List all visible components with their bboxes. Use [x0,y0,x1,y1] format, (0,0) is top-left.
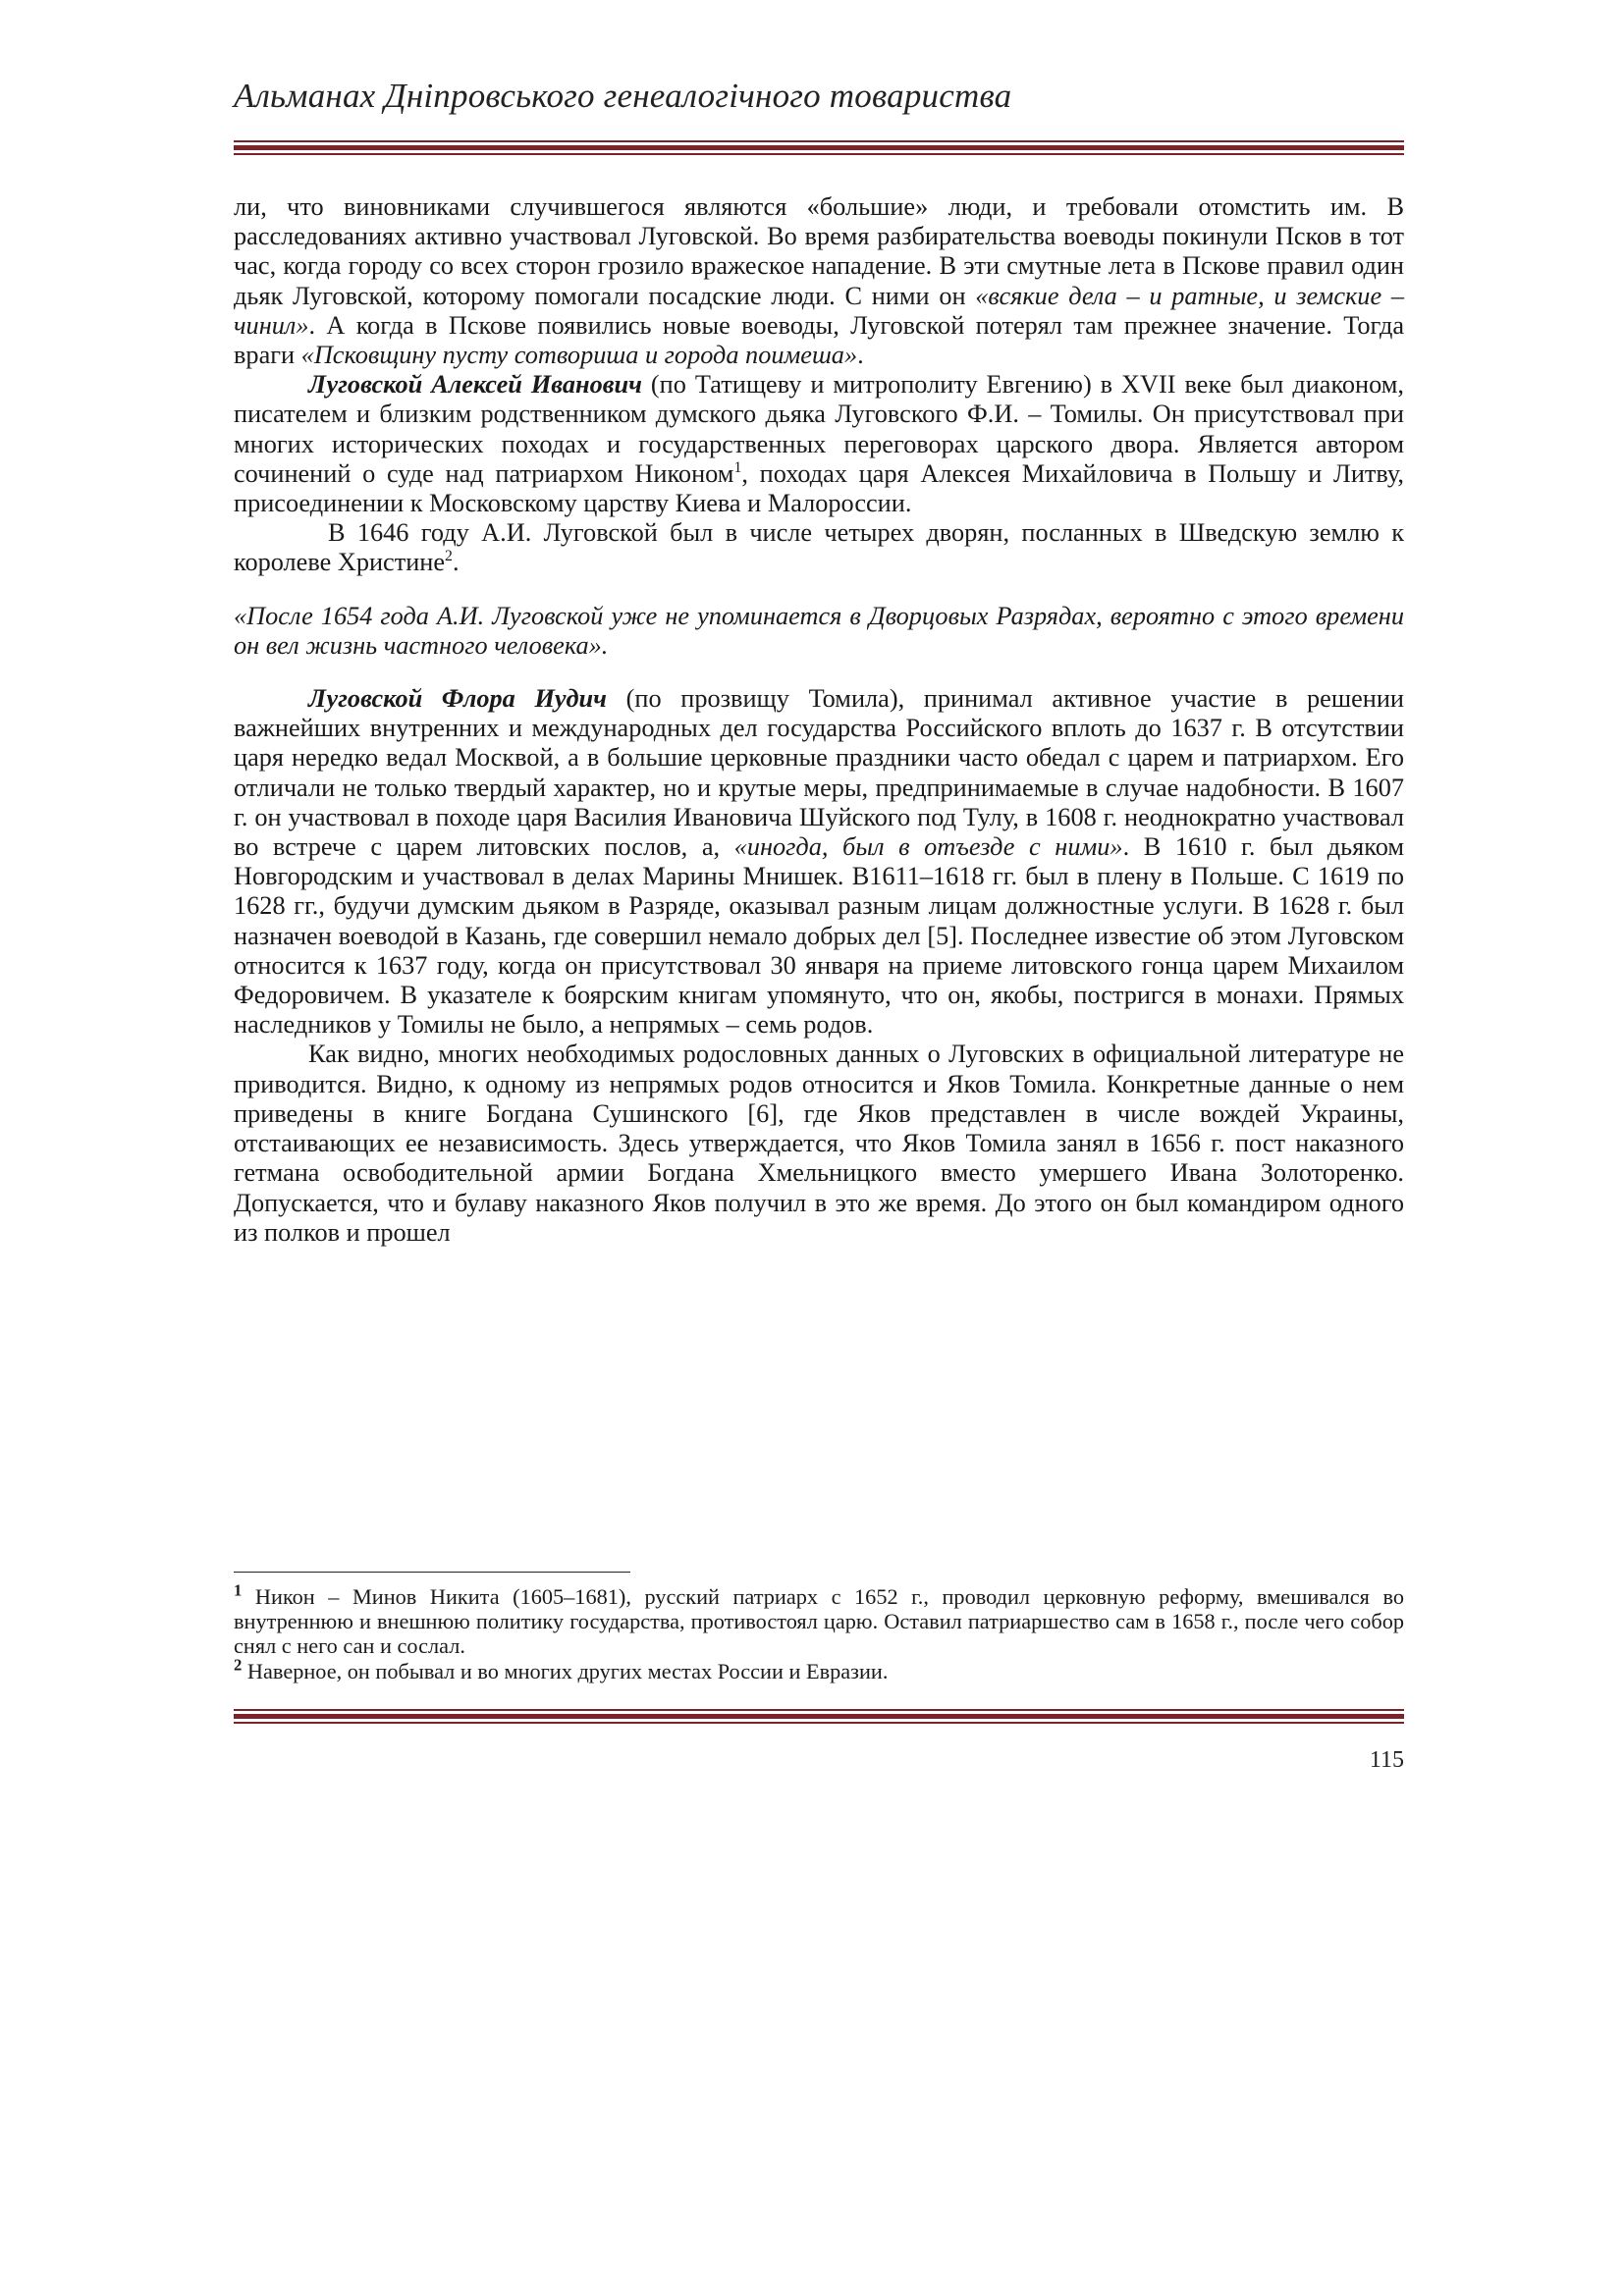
paragraph-1 [234,192,1404,370]
header-rule [234,140,1404,155]
paragraph-2-text-a: (по Татищеву и митрополиту Евгению) в XVII веке был диаконом, писателем и близким родственником думского дьяка Луговского Ф.И. – Томилы. Он присутствовал при многих исторических походах и государственных переговорах царского двора. Является автором сочинений о суде над патриархом Никоном [234,370,1404,488]
footnote-1-mark: 1 [234,1580,243,1600]
paragraph-4-text-a: (по прозвищу Томила), принимал активное участие в решении важнейших внутренних и международных дел государства Российского вплоть до 1637 г. В отсутствии царя нередко ведал Москвой, а в большие церковные праздники часто обедал с царем и патриархом. Его отличали не только твердый характер, но и крутые меры, предпринимаемые в случае надобности. В 1607 г. он участвовал в походе царя Василия Ивановича Шуйского под Тулу, в 1608 г. неоднократно участвовал во встрече с царем литовских послов, а, [234,684,1404,862]
paragraph-2-text-b: , походах царя Алексея Михайловича в Польшу и Литву, присоединении к Московскому царству Киева и Малороссии. [234,458,1404,518]
footnote-1 [234,1580,1404,1659]
footnote-1-text: Никон – Минов Никита (1605–1681), русский патриарх с 1652 г., проводил церковную реформу, вмешивался во внутреннюю и внешнюю политику государства, противостоял царю. Оставил патриаршество сам в 1658 г., после чего собор снял с него сан и сослал. [234,1584,1404,1659]
footer-rule-thin-line-2 [234,1722,1404,1724]
footnote-2-text: Наверное, он побывал и во многих других местах России и Евразии. [242,1658,889,1683]
footnote-2-mark: 2 [234,1655,243,1675]
footer-rule [234,1709,1404,1724]
person-name-aleksey: Луговской Алексей Иванович [308,370,642,400]
paragraph-1-text-a: ли, что виновниками случившегося являются «большие» люди, и требовали отомстить им. В расследованиях активно участвовал Луговской. Во время разбирательства воеводы покинули Псков в тот час, когда городу со всех сторон грозило вражеское нападение. В эти смутные лета в Пскове правил один дьяк Луговской, которому помогали посадские люди. С ними он [234,192,1404,310]
paragraph-3-text-b: . [452,548,460,577]
paragraph-4-quote: «иногда, был в отъезде с ними» [733,832,1123,862]
header-rule-thin-line [234,140,1404,142]
paragraph-1-quote-a: «всякие дела – и ратные, и земские – чинил» [234,281,1404,340]
footnote-ref-2[interactable]: 2 [445,548,453,565]
header-rule-thick-line [234,145,1404,150]
paragraph-2 [234,370,1404,518]
paragraph-3 [234,518,1404,577]
paragraph-4-text-b: . В 1610 г. был дьяком Новгородским и участвовал в делах Марины Мнишек. В1611–1618 гг. был в плену в Польше. С 1619 по 1628 гг., будучи думским дьяком в Разряде, оказывал разным лицам должностные услуги. В 1628 г. был назначен воеводой в Казань, где совершил немало добрых дел [5]. Последнее известие об этом Луговском относится к 1637 году, когда он присутствовал 30 января на приеме литовского гонца царем Михаилом Федоровичем. В указателе к боярским книгам упомянуто, что он, якобы, постригся в монахи. Прямых наследников у Томилы не было, а непрямых – семь родов. [234,832,1404,1040]
paragraph-1-quote-b: «Псковщину пусту сотвориша и города поимеша» [300,341,858,370]
running-header-title: Альманах Дніпровського генеалогічного товариства [234,77,1012,115]
paragraph-1-text-b: . А когда в Пскове появились новые воеводы, Луговской потерял там прежнее значение. Тогда враги [234,310,1404,370]
paragraph-1-text-c: . [857,341,864,370]
footnote-2 [234,1655,1404,1683]
person-name-flora: Луговской Флора Иудич [308,684,607,714]
page-number: 115 [1369,1747,1404,1773]
paragraph-3-text-a: В 1646 году А.И. Луговской был в числе четырех дворян, посланных в Шведскую землю к королеве Христине [234,518,1404,577]
paragraph-4 [234,684,1404,1040]
footnotes [234,1580,1404,1683]
footnote-ref-1[interactable]: 1 [733,459,742,477]
footer-rule-thick-line [234,1714,1404,1719]
quote-paragraph: «После 1654 года А.И. Луговской уже не упоминается в Дворцовых Разрядах, вероятно с этого времени он вел жизнь частного человека». [234,601,1404,660]
main-text [234,192,1404,1248]
header-rule-thin-line-2 [234,153,1404,155]
paragraph-5: Как видно, многих необходимых родословных данных о Луговских в официальной литературе не приводится. Видно, к одному из непрямых родов относится и Яков Томила. Конкретные данные о нем приведены в книге Богдана Сушинского [6], где Яков представлен в числе вождей Украины, отстаивающих ее независимость. Здесь утверждается, что Яков Томила занял в 1656 г. пост наказного гетмана освободительной армии Богдана Хмельницкого вместо умершего Ивана Золоторенко. Допускается, что и булаву наказного Яков получил в это же время. До этого он был командиром одного из полков и прошел [234,1040,1404,1247]
footer-rule-thin-line [234,1709,1404,1711]
footnote-separator [234,1572,630,1573]
